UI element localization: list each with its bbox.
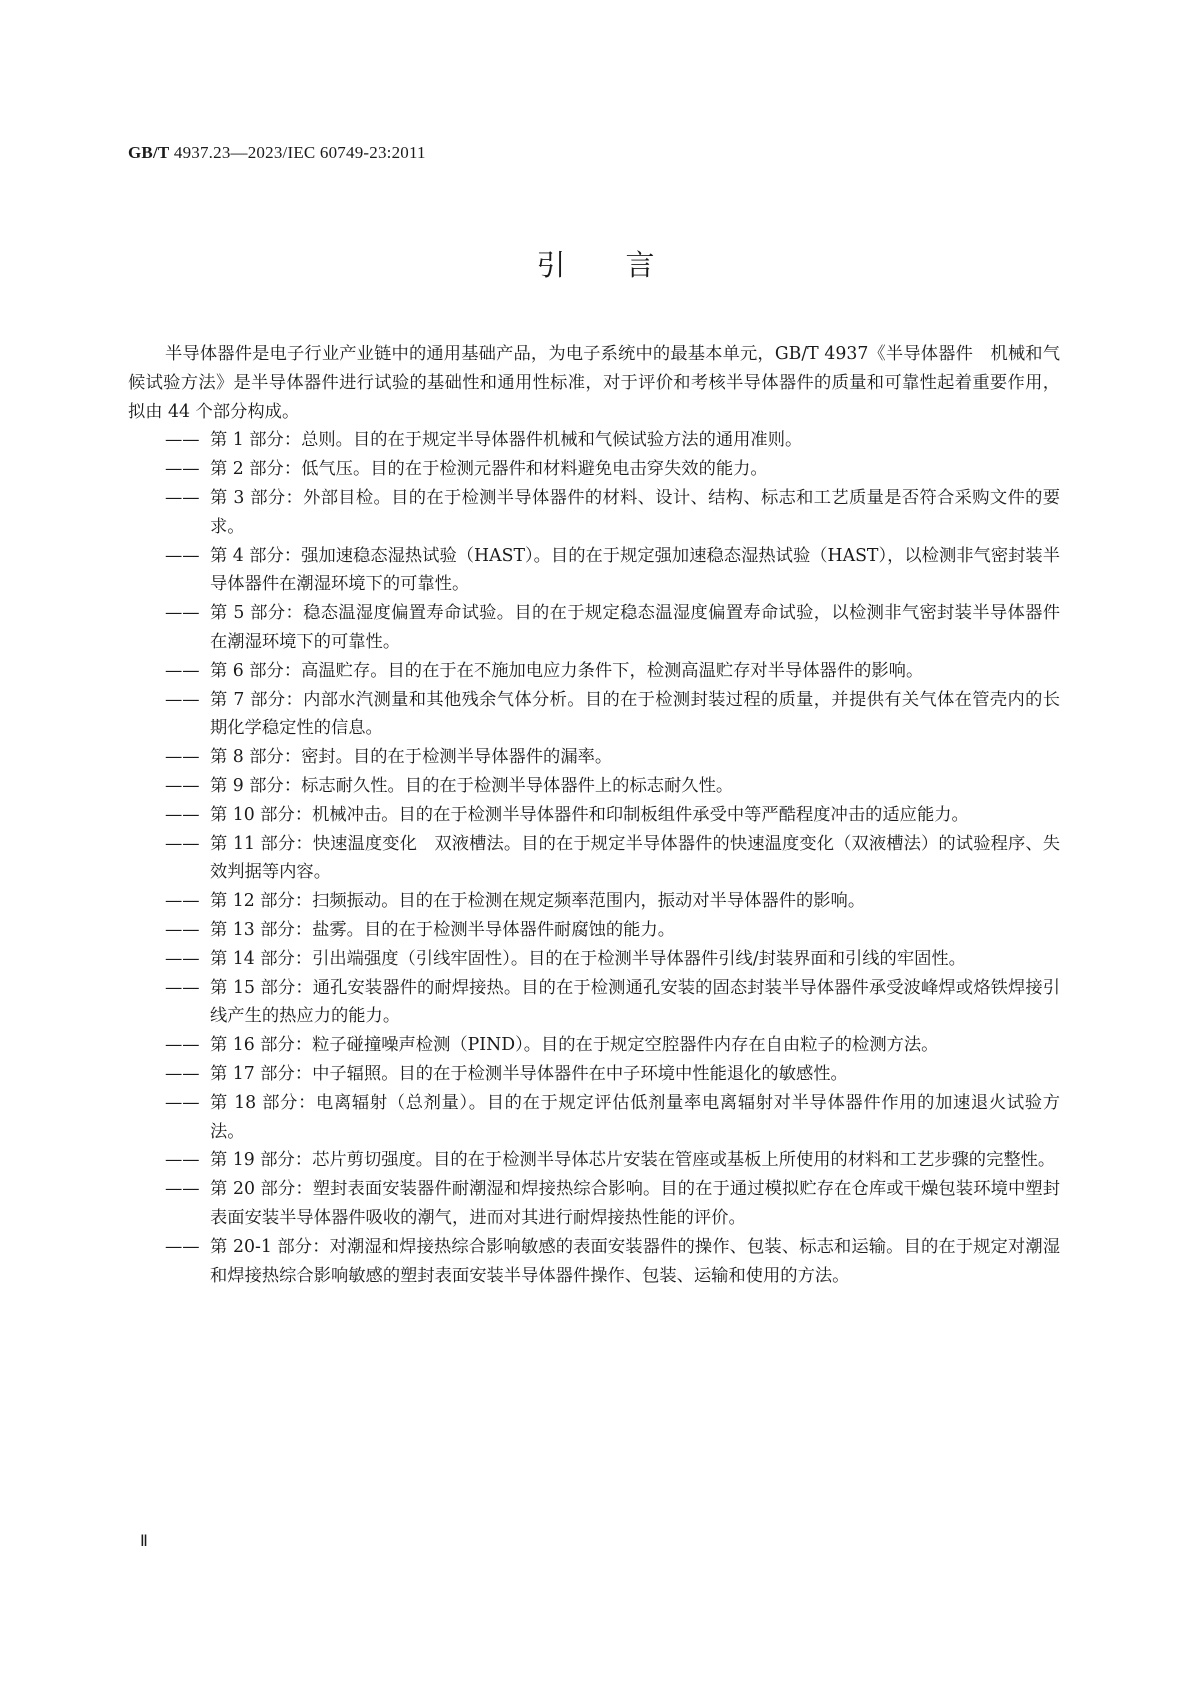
list-item — [128, 1089, 1060, 1147]
list-item — [128, 887, 1060, 916]
dash: —— — [165, 1035, 200, 1056]
part-text: 第 9 部分：标志耐久性。目的在于检测半导体器件上的标志耐久性。 — [210, 775, 734, 796]
list-item — [128, 599, 1060, 657]
list-item — [128, 1175, 1060, 1233]
list-item — [128, 1233, 1060, 1291]
part-text: 第 1 部分：总则。目的在于规定半导体器件机械和气候试验方法的通用准则。 — [210, 430, 803, 451]
list-item — [128, 916, 1060, 945]
dash: —— — [165, 1063, 200, 1084]
dash: —— — [165, 689, 200, 710]
dash: —— — [165, 1150, 200, 1171]
list-item — [128, 657, 1060, 686]
page-title: 引言 — [536, 248, 715, 282]
part-text: 第 20 部分：塑封表面安装器件耐潮湿和焊接热综合影响。目的在于通过模拟贮存在仓库或干燥包装环境中塑封表面安装半导体器件吸收的潮气，进而对其进行耐焊接热性能的评价。 — [210, 1179, 1060, 1228]
list-item — [128, 1060, 1060, 1089]
part-text: 第 10 部分：机械冲击。目的在于检测半导体器件和印制板组件承受中等严酷程度冲击的适应能力。 — [210, 804, 969, 825]
part-text: 第 18 部分：电离辐射（总剂量）。目的在于规定评估低剂量率电离辐射对半导体器件作用的加速退火试验方法。 — [210, 1092, 1060, 1142]
dash: —— — [165, 430, 200, 451]
dash: —— — [165, 919, 200, 940]
part-text: 第 20-1 部分：对潮湿和焊接热综合影响敏感的表面安装器件的操作、包装、标志和运输。目的在于规定对潮湿和焊接热综合影响敏感的塑封表面安装半导体器件操作、包装、运输和使用的方法。 — [210, 1236, 1060, 1286]
part-text: 第 15 部分：通孔安装器件的耐焊接热。目的在于检测通孔安装的固态封装半导体器件承受波峰焊或烙铁焊接引线产生的热应力的能力。 — [210, 977, 1060, 1027]
dash: —— — [165, 1179, 200, 1200]
part-text: 第 16 部分：粒子碰撞噪声检测（PIND）。目的在于规定空腔器件内存在自由粒子的检测方法。 — [210, 1035, 939, 1056]
dash: —— — [165, 660, 200, 681]
dash: —— — [165, 487, 200, 508]
list-item — [128, 1146, 1060, 1175]
parts-list — [128, 426, 1060, 1290]
standard-number: 4937.23—2023/IEC 60749-23:2011 — [169, 143, 426, 162]
dash: —— — [165, 545, 200, 566]
standard-prefix: GB/T — [128, 143, 170, 162]
dash: —— — [165, 1092, 200, 1113]
part-text: 第 6 部分：高温贮存。目的在于在不施加电应力条件下，检测高温贮存对半导体器件的影响。 — [210, 660, 924, 681]
dash: —— — [165, 948, 200, 969]
list-item — [128, 1031, 1060, 1060]
page-number: Ⅱ — [140, 1533, 148, 1550]
list-item — [128, 484, 1060, 542]
dash: —— — [165, 891, 200, 912]
list-item — [128, 801, 1060, 830]
dash: —— — [165, 775, 200, 796]
list-item — [128, 686, 1060, 744]
list-item — [128, 743, 1060, 772]
list-item — [128, 772, 1060, 801]
part-text: 第 4 部分：强加速稳态湿热试验（HAST）。目的在于规定强加速稳态湿热试验（HAST），以检测非气密封装半导体器件在潮湿环境下的可靠性。 — [210, 545, 1060, 595]
part-text: 第 14 部分：引出端强度（引线牢固性）。目的在于检测半导体器件引线/封装界面和引线的牢固性。 — [210, 948, 966, 969]
list-item — [128, 455, 1060, 484]
part-text: 第 5 部分：稳态温湿度偏置寿命试验。目的在于规定稳态温湿度偏置寿命试验，以检测非气密封装半导体器件在潮湿环境下的可靠性。 — [210, 603, 1060, 652]
dash: —— — [165, 804, 200, 825]
part-text: 第 8 部分：密封。目的在于检测半导体器件的漏率。 — [210, 747, 613, 768]
part-text: 第 7 部分：内部水汽测量和其他残余气体分析。目的在于检测封装过程的质量，并提供有关气体在管壳内的长期化学稳定性的信息。 — [210, 689, 1060, 739]
list-item — [128, 426, 1060, 455]
dash: —— — [165, 833, 200, 854]
intro-paragraph: 半导体器件是电子行业产业链中的通用基础产品，为电子系统中的最基本单元，GB/T 4937《半导体器件 机械和气候试验方法》是半导体器件进行试验的基础性和通用性标准，对于评价和考核半导体器件的质量和可靠性起着重要作用，拟由 44 个部分构成。 — [128, 344, 1060, 422]
list-item — [128, 830, 1060, 888]
part-text: 第 11 部分：快速温度变化 双液槽法。目的在于规定半导体器件的快速温度变化（双液槽法）的试验程序、失效判据等内容。 — [210, 833, 1060, 883]
document-header — [128, 143, 426, 163]
list-item — [128, 542, 1060, 600]
list-item — [128, 974, 1060, 1032]
part-text: 第 3 部分：外部目检。目的在于检测半导体器件的材料、设计、结构、标志和工艺质量是否符合采购文件的要求。 — [210, 487, 1060, 537]
dash: —— — [165, 1236, 200, 1257]
dash: —— — [165, 977, 200, 998]
part-text: 第 17 部分：中子辐照。目的在于检测半导体器件在中子环境中性能退化的敏感性。 — [210, 1063, 848, 1084]
list-item — [128, 945, 1060, 974]
document-body — [128, 340, 1060, 1290]
part-text: 第 12 部分：扫频振动。目的在于检测在规定频率范围内，振动对半导体器件的影响。 — [210, 891, 866, 912]
part-text: 第 2 部分：低气压。目的在于检测元器件和材料避免电击穿失效的能力。 — [210, 459, 768, 480]
part-text: 第 19 部分：芯片剪切强度。目的在于检测半导体芯片安装在管座或基板上所使用的材料和工艺步骤的完整性。 — [210, 1150, 1056, 1171]
dash: —— — [165, 603, 200, 624]
dash: —— — [165, 747, 200, 768]
dash: —— — [165, 459, 200, 480]
part-text: 第 13 部分：盐雾。目的在于检测半导体器件耐腐蚀的能力。 — [210, 919, 676, 940]
